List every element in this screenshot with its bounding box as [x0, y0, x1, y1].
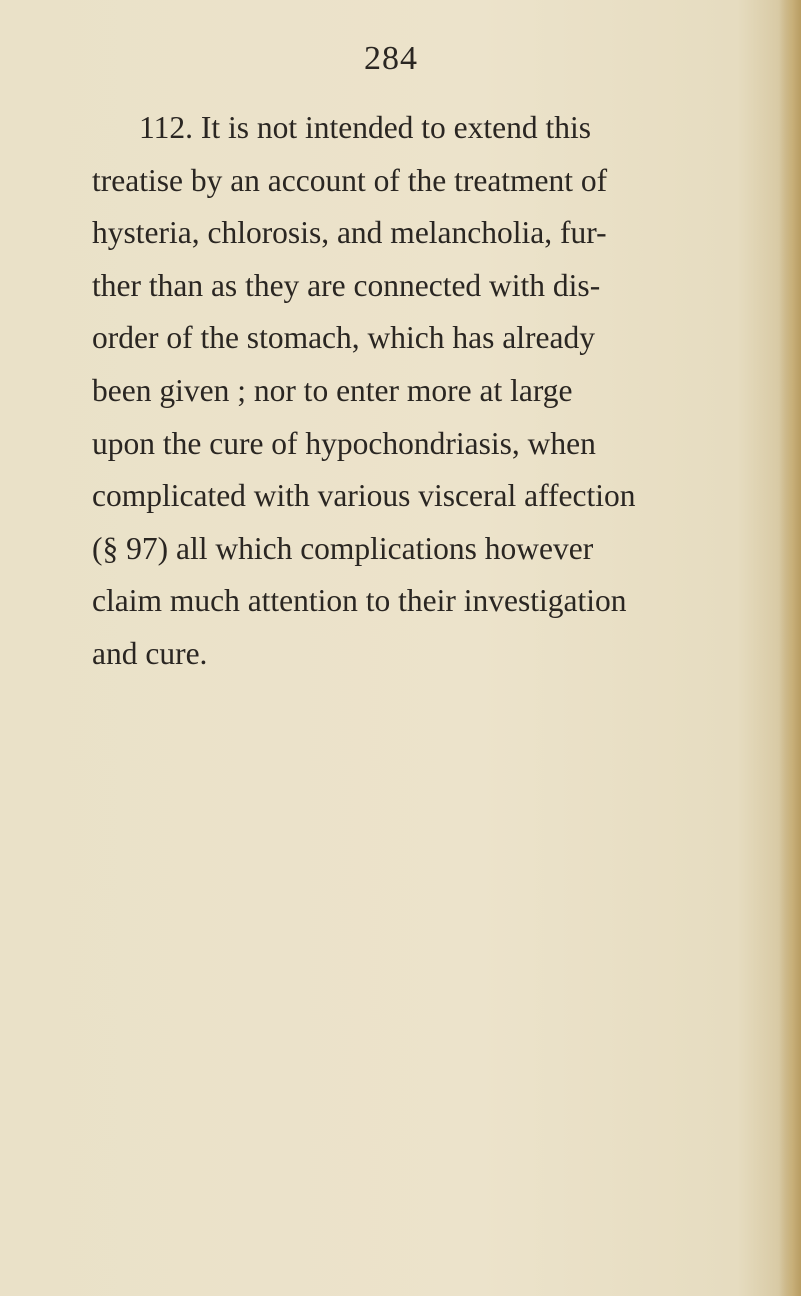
paragraph-line: and cure. — [92, 635, 208, 671]
paragraph-line: ther than as they are connected with dis- — [92, 267, 601, 303]
paragraph-line: 112. It is not intended to extend this — [139, 110, 592, 145]
paragraph-line: been given ; nor to enter more at large — [92, 372, 573, 408]
paragraph-line: claim much attention to their investigation — [92, 583, 627, 619]
paragraph-line: order of the stomach, which has already — [92, 320, 595, 356]
paragraph-line: hysteria, chlorosis, and melancholia, fur- — [92, 215, 607, 251]
paragraph-112 — [92, 102, 722, 681]
paragraph-line: upon the cure of hypochondriasis, when — [92, 425, 596, 461]
paragraph-line: complicated with various visceral affection — [92, 478, 636, 514]
page-number: 284 — [364, 40, 418, 77]
paragraph-line: treatise by an account of the treatment of — [92, 162, 608, 198]
page-edge-shadow — [779, 0, 801, 1296]
paragraph-line: (§ 97) all which complications however — [92, 530, 594, 566]
